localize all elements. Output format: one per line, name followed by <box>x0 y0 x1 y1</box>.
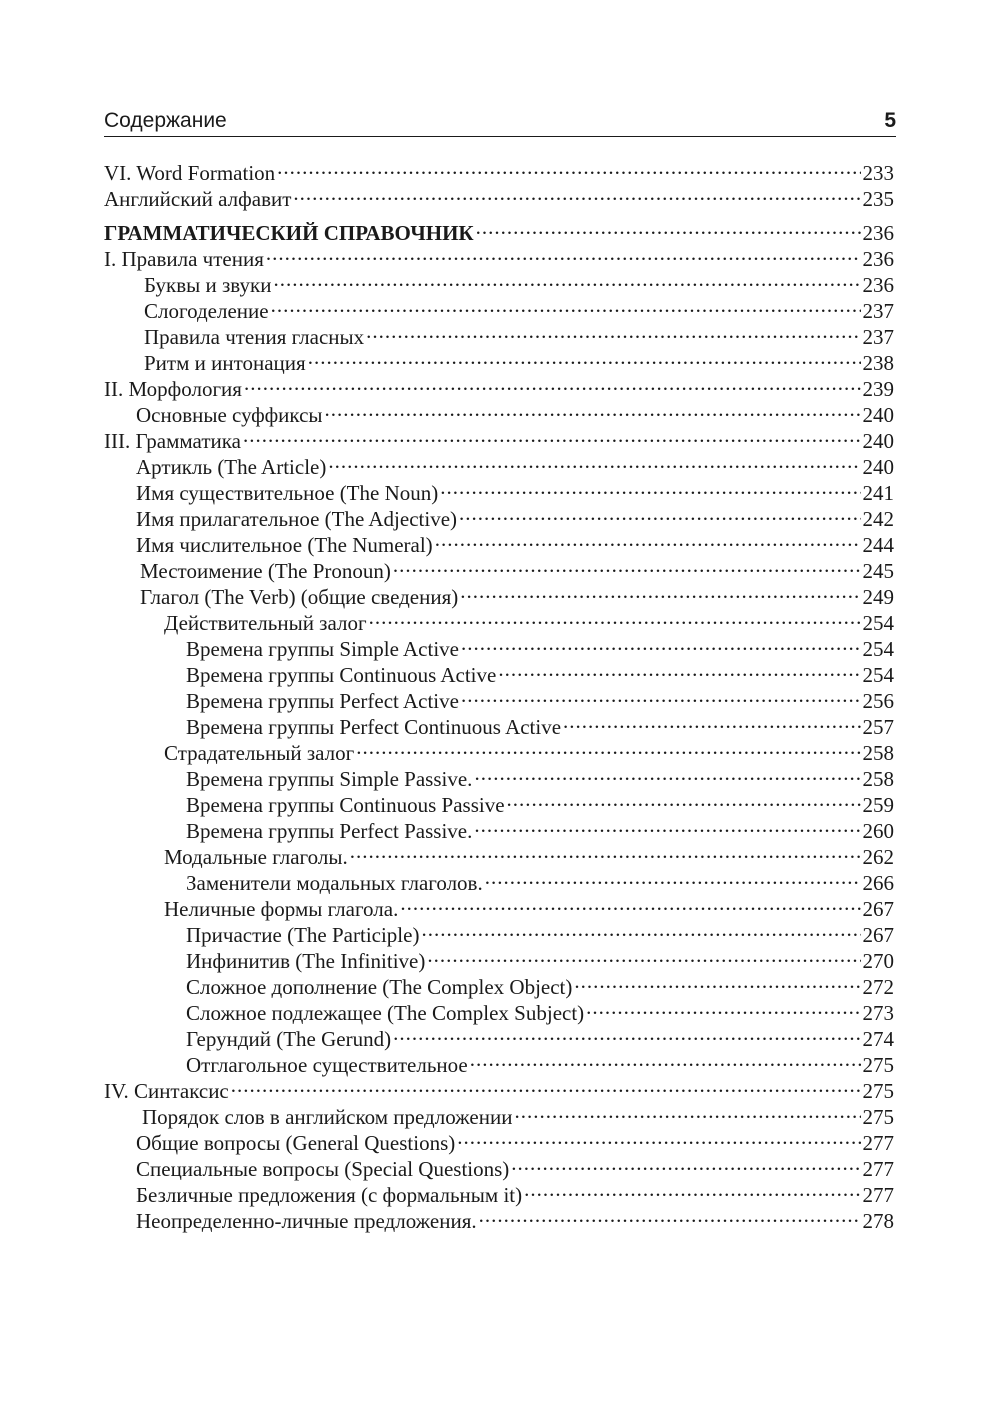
toc-entry-page: 273 <box>862 1001 894 1025</box>
dot-leader <box>563 708 860 734</box>
toc-entry-page: 256 <box>862 689 894 713</box>
dot-leader <box>476 214 861 240</box>
dot-leader <box>474 812 860 838</box>
dot-leader <box>231 1072 861 1098</box>
toc-entry-label: Времена группы Continuous Passive <box>186 793 505 817</box>
toc-entry-page: 262 <box>862 845 894 869</box>
toc-entry-label: Основные суффиксы <box>136 403 323 427</box>
toc-entry-page: 235 <box>862 187 894 211</box>
toc-entry-label: Отглагольное существительное <box>186 1053 468 1077</box>
dot-leader <box>485 864 861 890</box>
dot-leader <box>243 422 861 448</box>
dot-leader <box>460 578 860 604</box>
toc-entry-label: Времена группы Perfect Active <box>186 689 459 713</box>
toc-entry-page: 242 <box>862 507 894 531</box>
toc-entry-page: 267 <box>862 897 894 921</box>
dot-leader <box>507 786 861 812</box>
running-head <box>104 106 896 137</box>
toc-entry-page: 260 <box>862 819 894 843</box>
dot-leader <box>273 266 860 292</box>
dot-leader <box>244 370 861 396</box>
toc-entry-label: Артикль (The Article) <box>136 455 327 479</box>
toc-entry-label: Страдательный залог <box>164 741 355 765</box>
toc-entry-label: Имя прилагательное (The Adjective) <box>136 507 458 531</box>
toc-entry-page: 240 <box>862 403 894 427</box>
toc-entry-label: Имя существительное (The Noun) <box>136 481 439 505</box>
toc-entry-label: Неопределенно-личные предложения. <box>136 1209 477 1233</box>
running-head-title: Содержание <box>104 109 227 132</box>
toc-entry-label: Сложное дополнение (The Complex Object) <box>186 975 573 999</box>
dot-leader <box>524 1176 860 1202</box>
dot-leader <box>574 968 860 994</box>
toc-entry-page: 236 <box>862 221 894 245</box>
toc-entry-page: 275 <box>862 1079 894 1103</box>
dot-leader <box>427 942 860 968</box>
toc-entry-page: 249 <box>862 585 894 609</box>
toc-entry-label: Местоимение (The Pronoun) <box>140 559 391 583</box>
toc-entry-label: Времена группы Continuous Active <box>186 663 497 687</box>
toc-entry-label: ГРАММАТИЧЕСКИЙ СПРАВОЧНИК <box>104 221 474 245</box>
toc-entry-label: VI. Word Formation <box>104 161 276 185</box>
toc-entry-page: 272 <box>862 975 894 999</box>
toc-entry-page: 240 <box>862 455 894 479</box>
toc-entry-page: 266 <box>862 871 894 895</box>
toc-entry-label: Безличные предложения (с формальным it) <box>136 1183 523 1207</box>
dot-leader <box>369 604 861 630</box>
toc-entry-label: Ритм и интонация <box>144 351 306 375</box>
toc-entry-label: Времена группы Perfect Passive. <box>186 819 473 843</box>
toc-entry-page: 257 <box>862 715 894 739</box>
dot-leader <box>293 180 860 206</box>
toc-entry-label: Буквы и звуки <box>144 273 272 297</box>
toc-entry-page: 237 <box>862 325 894 349</box>
dot-leader <box>459 500 860 526</box>
dot-leader <box>457 1124 860 1150</box>
toc-entry-label: Специальные вопросы (Special Questions) <box>136 1157 510 1181</box>
toc-entry-page: 254 <box>862 611 894 635</box>
dot-leader <box>356 734 860 760</box>
toc-entry-label: Действительный залог <box>164 611 367 635</box>
toc-entry-page: 239 <box>862 377 894 401</box>
toc-entry-page: 258 <box>862 741 894 765</box>
toc-entry-label: Имя числительное (The Numeral) <box>136 533 433 557</box>
toc-entry-page: 236 <box>862 247 894 271</box>
dot-leader <box>266 240 861 266</box>
dot-leader <box>400 890 860 916</box>
toc-entry-page: 238 <box>862 351 894 375</box>
toc-entry-label: Порядок слов в английском предложении <box>142 1105 513 1129</box>
toc-entry-label: Времена группы Simple Active <box>186 637 459 661</box>
toc-entry-label: Модальные глаголы. <box>164 845 348 869</box>
toc-entry-page: 241 <box>862 481 894 505</box>
dot-leader <box>511 1150 860 1176</box>
toc-entry-page: 254 <box>862 663 894 687</box>
toc-entry-page: 275 <box>862 1105 894 1129</box>
toc-entry-label: Глагол (The Verb) (общие сведения) <box>140 585 459 609</box>
dot-leader <box>421 916 860 942</box>
dot-leader <box>470 1046 861 1072</box>
toc-entry-label: Слогоделение <box>144 299 269 323</box>
dot-leader <box>479 1202 861 1228</box>
toc-entry-page: 236 <box>862 273 894 297</box>
toc-entry-page: 277 <box>862 1131 894 1155</box>
toc-entry-page: 244 <box>862 533 894 557</box>
toc-entry-label: Инфинитив (The Infinitive) <box>186 949 426 973</box>
dot-leader <box>474 760 860 786</box>
dot-leader <box>461 682 861 708</box>
toc-entry-page: 267 <box>862 923 894 947</box>
toc-entry-label: Сложное подлежащее (The Complex Subject) <box>186 1001 585 1025</box>
toc-entry-page: 240 <box>862 429 894 453</box>
dot-leader <box>271 292 861 318</box>
toc-entry-page: 258 <box>862 767 894 791</box>
dot-leader <box>366 318 860 344</box>
page-number: 5 <box>884 109 896 132</box>
dot-leader <box>440 474 860 500</box>
toc-entry-label: Заменители модальных глаголов. <box>186 871 483 895</box>
dot-leader <box>514 1098 860 1124</box>
toc-entry-page: 274 <box>862 1027 894 1051</box>
dot-leader <box>498 656 860 682</box>
toc-entry-page: 254 <box>862 637 894 661</box>
toc-entry-page: 270 <box>862 949 894 973</box>
dot-leader <box>325 396 861 422</box>
toc-entry-label: IV. Синтаксис <box>104 1079 229 1103</box>
toc-entry-label: Времена группы Perfect Continuous Active <box>186 715 562 739</box>
toc-entry-label: Герундий (The Gerund) <box>186 1027 392 1051</box>
table-of-contents <box>104 154 894 1233</box>
toc-entry-page: 245 <box>862 559 894 583</box>
dot-leader <box>435 526 861 552</box>
toc-entry-page: 259 <box>862 793 894 817</box>
toc-entry-page: 278 <box>862 1209 894 1233</box>
toc-entry-label: Причастие (The Participle) <box>186 923 420 947</box>
dot-leader <box>393 1020 860 1046</box>
toc-entry-label: Неличные формы глагола. <box>164 897 399 921</box>
dot-leader <box>586 994 860 1020</box>
toc-entry-page: 275 <box>862 1053 894 1077</box>
dot-leader <box>328 448 860 474</box>
toc-entry-page: 233 <box>862 161 894 185</box>
dot-leader <box>277 154 860 180</box>
toc-entry-page: 277 <box>862 1183 894 1207</box>
dot-leader <box>461 630 861 656</box>
toc-entry-label: I. Правила чтения <box>104 247 264 271</box>
toc-entry-label: Общие вопросы (General Questions) <box>136 1131 456 1155</box>
toc-entry-page: 277 <box>862 1157 894 1181</box>
toc-entry-label: Правила чтения гласных <box>144 325 365 349</box>
dot-leader <box>393 552 861 578</box>
toc-entry-label: Английский алфавит <box>104 187 292 211</box>
toc-entry-label: III. Грамматика <box>104 429 241 453</box>
toc-entry[interactable] <box>104 214 894 245</box>
dot-leader <box>308 344 861 370</box>
dot-leader <box>350 838 861 864</box>
toc-entry-label: Времена группы Simple Passive. <box>186 767 473 791</box>
toc-entry[interactable] <box>104 154 894 185</box>
toc-entry-page: 237 <box>862 299 894 323</box>
toc-entry-label: II. Морфология <box>104 377 242 401</box>
